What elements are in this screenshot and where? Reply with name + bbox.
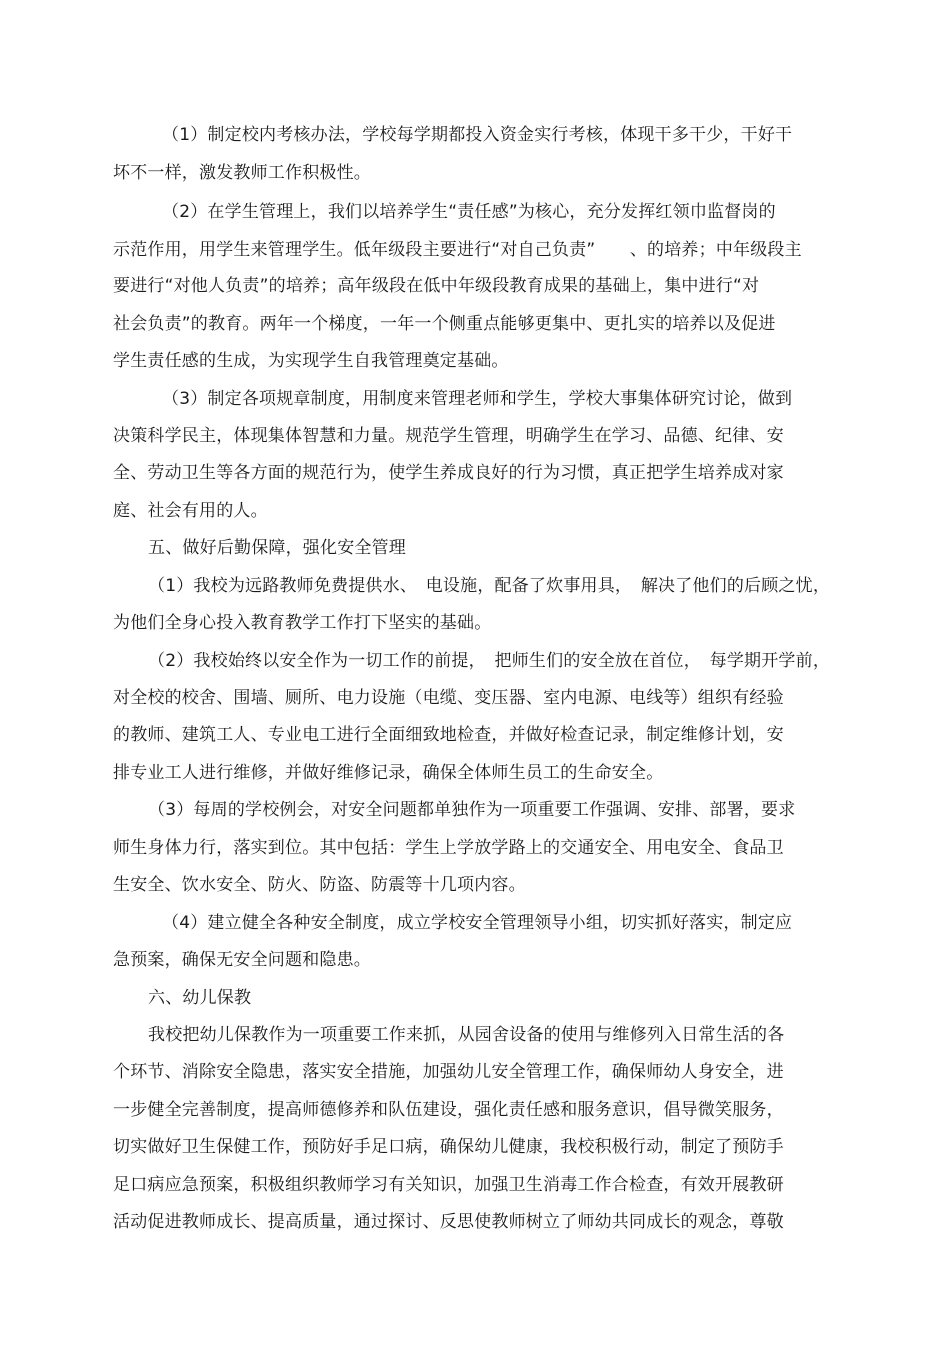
text-line: 坏不一样，激发教师工作积极性。 — [113, 163, 371, 183]
text-line: 学生责任感的生成，为实现学生自我管理奠定基础。 — [113, 351, 509, 371]
text-line: 对全校的校舍、围墙、厕所、电力设施（电缆、变压器、室内电源、电线等）组织有经验 — [113, 688, 784, 708]
section-heading: 六、幼儿保教 — [148, 988, 252, 1008]
text-line: 决策科学民主，体现集体智慧和力量。规范学生管理，明确学生在学习、品德、纪律、安 — [113, 426, 784, 446]
text-line: 师生身体力行，落实到位。其中包括：学生上学放学路上的交通安全、用电安全、食品卫 — [113, 838, 784, 858]
text-line: 示范作用，用学生来管理学生。低年级段主要进行“对自己负责” 、的培养；中年级段主 — [113, 240, 802, 260]
text-line: 排专业工人进行维修，并做好维修记录，确保全体师生员工的生命安全。 — [113, 763, 664, 783]
text-line: 庭、社会有用的人。 — [113, 501, 268, 521]
text-line: （2）我校始终以安全作为一切工作的前提， 把师生们的安全放在首位， 每学期开学前， — [148, 651, 831, 671]
text-line: 全、劳动卫生等各方面的规范行为，使学生养成良好的行为习惯，真正把学生培养成对家 — [113, 463, 784, 483]
text-line: 一步健全完善制度，提高师德修养和队伍建设，强化责任感和服务意识，倡导微笑服务， — [113, 1100, 784, 1120]
text-line: 我校把幼儿保教作为一项重要工作来抓，从园舍设备的使用与维修列入日常生活的各 — [148, 1025, 785, 1045]
section-heading: 五、做好后勤保障，强化安全管理 — [148, 538, 406, 558]
text-line: 活动促进教师成长、提高质量，通过探讨、反思使教师树立了师幼共同成长的观念，尊敬 — [113, 1212, 784, 1232]
text-line: 生安全、饮水安全、防火、防盗、防震等十几项内容。 — [113, 875, 526, 895]
text-line: （1）我校为远路教师免费提供水、 电设施，配备了炊事用具， 解决了他们的后顾之忧， — [148, 576, 831, 596]
text-line: 社会负责”的教育。两年一个梯度，一年一个侧重点能够更集中、更扎实的培养以及促进 — [113, 314, 776, 334]
text-line: 急预案，确保无安全问题和隐患。 — [113, 950, 371, 970]
text-line: （3）制定各项规章制度，用制度来管理老师和学生，学校大事集体研究讨论，做到 — [162, 389, 793, 409]
text-line: （2）在学生管理上，我们以培养学生“责任感”为核心，充分发挥红领巾监督岗的 — [162, 202, 776, 222]
text-line: （4）建立健全各种安全制度，成立学校安全管理领导小组，切实抓好落实，制定应 — [162, 913, 793, 933]
text-line: 个环节、消除安全隐患，落实安全措施，加强幼儿安全管理工作，确保师幼人身安全，进 — [113, 1062, 784, 1082]
text-line: （1）制定校内考核办法，学校每学期都投入资金实行考核，体现干多干少，干好干 — [162, 125, 793, 145]
text-line: 足口病应急预案，积极组织教师学习有关知识，加强卫生消毒工作合检查，有效开展教研 — [113, 1175, 784, 1195]
text-line: 切实做好卫生保健工作，预防好手足口病，确保幼儿健康，我校积极行动，制定了预防手 — [113, 1137, 784, 1157]
text-line: 为他们全身心投入教育教学工作打下坚实的基础。 — [113, 613, 492, 633]
text-line: 的教师、建筑工人、专业电工进行全面细致地检查，并做好检查记录，制定维修计划，安 — [113, 725, 784, 745]
text-line: （3）每周的学校例会，对安全问题都单独作为一项重要工作强调、安排、部署，要求 — [148, 800, 796, 820]
text-line: 要进行“对他人负责”的培养；高年级段在低中年级段教育成果的基础上，集中进行“对 — [113, 276, 760, 296]
